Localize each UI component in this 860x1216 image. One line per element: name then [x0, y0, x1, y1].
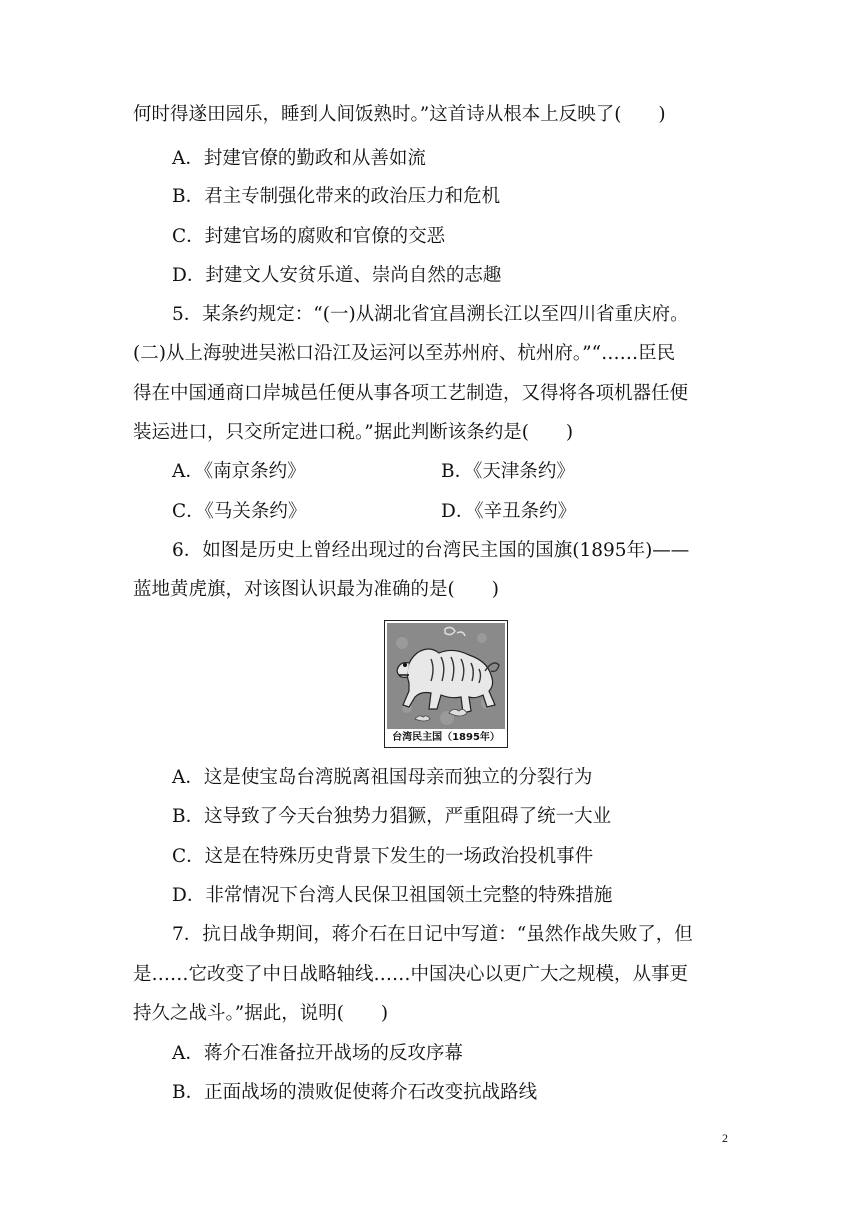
q6-option-a: A．这是使宝岛台湾脱离祖国母亲而独立的分裂行为 — [172, 767, 593, 788]
q5-stem-line: 装运进口，只交所定进口税。”据此判断该条约是( ) — [133, 422, 574, 443]
q6-option-b: B．这导致了今天台独势力猖獗，严重阻碍了统一大业 — [172, 806, 612, 827]
tiger-icon — [387, 623, 505, 729]
q7-stem-line: 持久之战斗。”据此，说明( ) — [133, 1003, 389, 1024]
q6-stem-line: 6．如图是历史上曾经出现过的台湾民主国的国旗(1895年)—— — [172, 540, 690, 561]
q5-option-c: C．《马关条约》 — [172, 501, 307, 522]
q7-option-b: B．正面战场的溃败促使蒋介石改变抗战路线 — [172, 1082, 538, 1103]
q4-option-d: D．封建文人安贫乐道、崇尚自然的志趣 — [172, 265, 502, 286]
q4-option-c: C．封建官场的腐败和官僚的交恶 — [172, 226, 446, 247]
tiger-flag-image — [387, 623, 505, 729]
tiger-flag-figure — [384, 620, 508, 748]
q5-option-d: D．《辛丑条约》 — [441, 501, 577, 522]
q5-option-b: B．《天津条约》 — [441, 461, 575, 482]
q4-option-b: B．君主专制强化带来的政治压力和危机 — [172, 186, 501, 207]
figure-caption: 台湾民主国（1895年） — [392, 732, 500, 743]
q7-stem-line: 是……它改变了中日战略轴线……中国决心以更广大之规模，从事更 — [133, 964, 689, 985]
q6-option-d: D．非常情况下台湾人民保卫祖国领土完整的特殊措施 — [172, 885, 613, 906]
text-line: 何时得遂田园乐，睡到人间饭熟时。”这首诗从根本上反映了( ) — [133, 104, 666, 125]
q7-option-a: A．蒋介石准备拉开战场的反攻序幕 — [172, 1043, 463, 1064]
q5-stem-line: 5．某条约规定：“(一)从湖北省宜昌溯长江以至四川省重庆府。 — [172, 304, 689, 325]
q5-option-a: A．《南京条约》 — [172, 461, 306, 482]
q5-stem-line: (二)从上海驶进吴淞口沿江及运河以至苏州府、杭州府。”“……臣民 — [133, 343, 676, 364]
q6-stem-line: 蓝地黄虎旗，对该图认识最为准确的是( ) — [133, 579, 499, 600]
q4-option-a: A．封建官僚的勤政和从善如流 — [172, 148, 426, 169]
q6-option-c: C．这是在特殊历史背景下发生的一场政治投机事件 — [172, 846, 594, 867]
q5-stem-line: 得在中国通商口岸城邑任便从事各项工艺制造，又得将各项机器任便 — [133, 383, 689, 404]
page-number: 2 — [722, 1131, 728, 1145]
q7-stem-line: 7．抗日战争期间，蒋介石在日记中写道：“虽然作战失败了，但 — [172, 924, 693, 945]
